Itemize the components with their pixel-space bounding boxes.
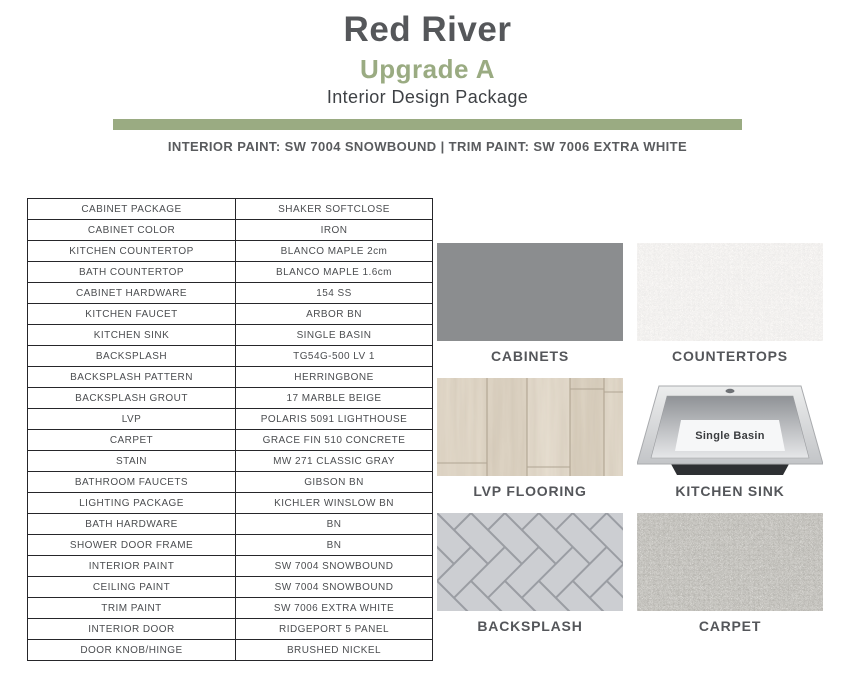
page-title: Red River: [343, 10, 512, 49]
spec-label-cell: INTERIOR PAINT: [28, 556, 236, 577]
spec-label-cell: TRIM PAINT: [28, 598, 236, 619]
spec-row: [28, 430, 433, 451]
spec-row: [28, 367, 433, 388]
swatch-countertops: [637, 243, 823, 363]
swatch-label: LVP FLOORING: [473, 483, 587, 499]
divider-bar: [113, 119, 742, 130]
spec-row: [28, 199, 433, 220]
spec-row: [28, 346, 433, 367]
spec-row: [28, 598, 433, 619]
spec-label-cell: BATHROOM FAUCETS: [28, 472, 236, 493]
spec-value-cell: SINGLE BASIN: [236, 325, 433, 346]
spec-label-cell: KITCHEN COUNTERTOP: [28, 241, 236, 262]
spec-label-cell: CABINET PACKAGE: [28, 199, 236, 220]
spec-row: [28, 304, 433, 325]
swatch-lvp-flooring: [437, 378, 623, 498]
spec-label-cell: STAIN: [28, 451, 236, 472]
spec-value-cell: SW 7004 SNOWBOUND: [236, 577, 433, 598]
spec-label-cell: BACKSPLASH: [28, 346, 236, 367]
spec-row: [28, 556, 433, 577]
spec-row: [28, 283, 433, 304]
spec-label-cell: LVP: [28, 409, 236, 430]
spec-value-cell: BLANCO MAPLE 1.6cm: [236, 262, 433, 283]
spec-row: [28, 241, 433, 262]
spec-value-cell: POLARIS 5091 LIGHTHOUSE: [236, 409, 433, 430]
spec-value-cell: BN: [236, 514, 433, 535]
spec-table: [27, 198, 433, 661]
swatch-label: CABINETS: [491, 348, 569, 364]
spec-value-cell: ARBOR BN: [236, 304, 433, 325]
spec-label-cell: BACKSPLASH PATTERN: [28, 367, 236, 388]
spec-row: [28, 451, 433, 472]
spec-row: [28, 220, 433, 241]
spec-row: [28, 619, 433, 640]
spec-row: [28, 325, 433, 346]
spec-value-cell: IRON: [236, 220, 433, 241]
spec-row: [28, 514, 433, 535]
spec-label-cell: CEILING PAINT: [28, 577, 236, 598]
swatch-carpet: [637, 513, 823, 633]
spec-label-cell: KITCHEN SINK: [28, 325, 236, 346]
spec-row: [28, 262, 433, 283]
package-tagline: Interior Design Package: [326, 87, 529, 107]
spec-row: [28, 409, 433, 430]
spec-label-cell: SHOWER DOOR FRAME: [28, 535, 236, 556]
spec-value-cell: BN: [236, 535, 433, 556]
spec-value-cell: MW 271 CLASSIC GRAY: [236, 451, 433, 472]
carpet-sample-image: [637, 513, 823, 611]
spec-label-cell: BATH COUNTERTOP: [28, 262, 236, 283]
spec-value-cell: TG54G-500 LV 1: [236, 346, 433, 367]
spec-value-cell: KICHLER WINSLOW BN: [236, 493, 433, 514]
spec-row: [28, 472, 433, 493]
spec-value-cell: BLANCO MAPLE 2cm: [236, 241, 433, 262]
swatch-kitchen-sink: [637, 378, 823, 498]
spec-value-cell: BRUSHED NICKEL: [236, 640, 433, 661]
spec-row: [28, 388, 433, 409]
spec-label-cell: BACKSPLASH GROUT: [28, 388, 236, 409]
sink-basin-label: Single Basin: [695, 430, 765, 442]
spec-value-cell: 154 SS: [236, 283, 433, 304]
swatch-label: BACKSPLASH: [477, 618, 583, 634]
cabinets-sample-image: [437, 243, 623, 341]
spec-label-cell: LIGHTING PACKAGE: [28, 493, 236, 514]
spec-value-cell: SW 7004 SNOWBOUND: [236, 556, 433, 577]
spec-value-cell: SHAKER SOFTCLOSE: [236, 199, 433, 220]
swatch-cabinets: [437, 243, 623, 363]
backsplash-sample-image: [437, 513, 623, 611]
countertops-sample-image: [637, 243, 823, 341]
spec-value-cell: GIBSON BN: [236, 472, 433, 493]
swatch-grid: [437, 243, 824, 633]
spec-label-cell: CABINET COLOR: [28, 220, 236, 241]
spec-row: [28, 535, 433, 556]
spec-label-cell: CABINET HARDWARE: [28, 283, 236, 304]
spec-value-cell: 17 MARBLE BEIGE: [236, 388, 433, 409]
swatch-label: CARPET: [698, 618, 762, 634]
spec-value-cell: GRACE FIN 510 CONCRETE: [236, 430, 433, 451]
spec-row: [28, 493, 433, 514]
lvp-sample-image: [437, 378, 623, 476]
spec-value-cell: RIDGEPORT 5 PANEL: [236, 619, 433, 640]
spec-value-cell: SW 7006 EXTRA WHITE: [236, 598, 433, 619]
spec-value-cell: HERRINGBONE: [236, 367, 433, 388]
swatch-backsplash: [437, 513, 623, 633]
spec-label-cell: BATH HARDWARE: [28, 514, 236, 535]
package-subtitle: Upgrade A: [360, 54, 495, 84]
spec-label-cell: KITCHEN FAUCET: [28, 304, 236, 325]
spec-label-cell: DOOR KNOB/HINGE: [28, 640, 236, 661]
paint-spec-line: INTERIOR PAINT: SW 7004 SNOWBOUND | TRIM PAINT: SW 7006 EXTRA WHITE: [167, 139, 688, 154]
spec-row: [28, 640, 433, 661]
swatch-label: COUNTERTOPS: [672, 348, 788, 364]
kitchen-sink-sample-image: [637, 378, 823, 476]
spec-label-cell: CARPET: [28, 430, 236, 451]
spec-row: [28, 577, 433, 598]
swatch-label: KITCHEN SINK: [675, 483, 785, 499]
spec-label-cell: INTERIOR DOOR: [28, 619, 236, 640]
